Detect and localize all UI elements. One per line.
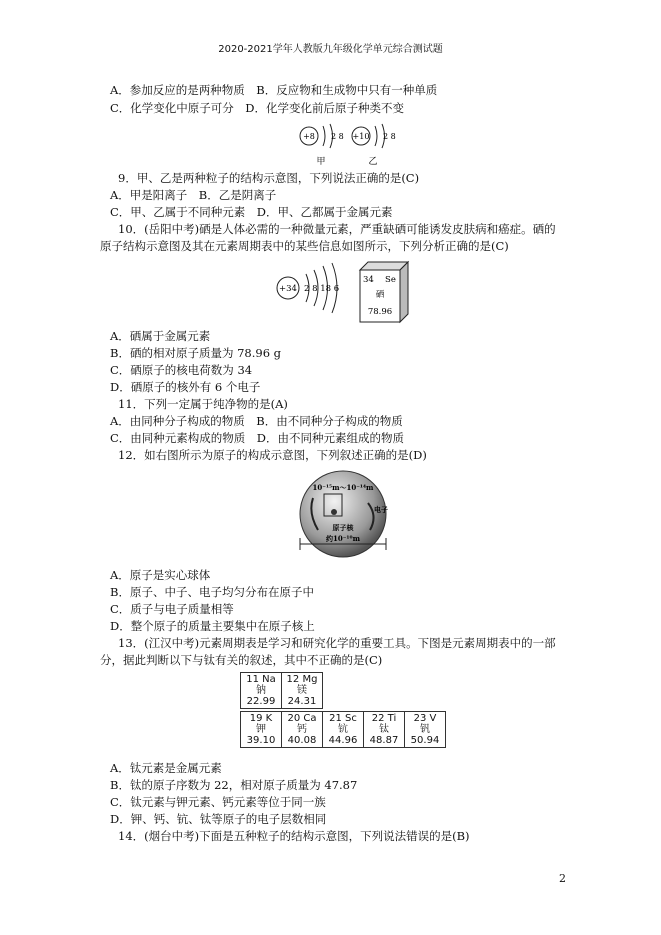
q12-atom-figure [288, 468, 398, 562]
q9-option-ab: A．甲是阳离子 B．乙是阴离子 [110, 188, 277, 202]
yi-shells: 2 8 [383, 132, 396, 141]
q10-option-b: B．硒的相对原子质量为 78.96 g [110, 346, 282, 360]
q10-option-a: A．硒属于金属元素 [110, 329, 211, 343]
q13-option-d: D．钾、钙、钪、钛等原子的电子层数相同 [110, 812, 327, 826]
q9-structure-figure [295, 120, 405, 170]
yi-nucleus: +10 [352, 132, 370, 141]
page-number: 2 [559, 872, 566, 885]
jia-shells: 2 8 [331, 132, 344, 141]
page-header: 2020-2021学年人教版九年级化学单元综合测试题 [218, 44, 443, 55]
q13-option-b: B．钛的原子序数为 22，相对原子质量为 47.87 [110, 778, 358, 792]
q10-stem-1: 10．(岳阳中考)硒是人体必需的一种微量元素，严重缺硒可能诱发皮肤病和癌症。硒的 [118, 222, 556, 236]
q12-option-a: A．原子是实心球体 [110, 568, 211, 582]
q10-stem-2: 原子结构示意图及其在元素周期表中的某些信息如图所示，下列分析正确的是(C) [100, 239, 509, 253]
q8-option-ab: A．参加反应的是两种物质 B．反应物和生成物中只有一种单质 [110, 83, 438, 97]
pt-cell: 23 V 钒 50.94 [405, 712, 446, 748]
se-shells: 2 8 18 6 [304, 284, 340, 294]
pt-cell: 21 Sc 钪 44.96 [323, 712, 364, 748]
q10-option-c: C．硒原子的核电荷数为 34 [110, 363, 253, 377]
pt-cell: 12 Mg 镁 24.31 [282, 673, 323, 709]
atom-top-label: 10⁻¹⁵m～10⁻¹⁴m [312, 483, 374, 492]
se-name: 硒 [375, 290, 385, 300]
q8-option-cd: C．化学变化中原子可分 D．化学变化前后原子种类不变 [110, 101, 405, 115]
q11-option-cd: C．由同种元素构成的物质 D．由不同种元素组成的物质 [110, 431, 405, 445]
pt-row-1 [240, 672, 323, 709]
q13-option-a: A．钛元素是金属元素 [110, 761, 222, 775]
q14-stem: 14．(烟台中考)下面是五种粒子的结构示意图，下列说法错误的是(B) [118, 829, 470, 843]
q9-option-cd: C．甲、乙属于不同种元素 D．甲、乙都属于金属元素 [110, 205, 393, 219]
nucleus-label: 原子核 [332, 523, 354, 532]
q9-stem: 9．甲、乙是两种粒子的结构示意图，下列说法正确的是(C) [118, 171, 420, 185]
q13-option-c: C．钛元素与钾元素、钙元素等位于同一族 [110, 795, 326, 809]
pt-cell: 11 Na 钠 22.99 [241, 673, 282, 709]
q11-option-ab: A．由同种分子构成的物质 B．由不同种分子构成的物质 [110, 414, 403, 428]
q12-option-d: D．整个原子的质量主要集中在原子核上 [110, 619, 315, 633]
q12-option-b: B．原子、中子、电子均匀分布在原子中 [110, 585, 314, 599]
se-symbol: Se [385, 275, 396, 285]
jia-label: 甲 [316, 157, 326, 167]
se-mass: 78.96 [367, 307, 393, 317]
atom-size-label: 约10⁻¹⁰m [326, 534, 360, 543]
pt-cell: 22 Ti 钛 48.87 [364, 712, 405, 748]
q12-stem: 12．如右图所示为原子的构成示意图，下列叙述正确的是(D) [118, 448, 427, 462]
se-number: 34 [363, 275, 374, 285]
jia-nucleus: +8 [303, 132, 315, 141]
q13-stem-2: 分，据此判断以下与钛有关的叙述，其中不正确的是(C) [100, 653, 383, 667]
q12-option-c: C．质子与电子质量相等 [110, 602, 234, 616]
pt-cell: 19 K 钾 39.10 [241, 712, 282, 748]
electron-label: 电子 [374, 505, 388, 514]
q11-stem: 11．下列一定属于纯净物的是(A) [118, 397, 288, 411]
q10-selenium-figure [272, 258, 412, 326]
q13-periodic-table [240, 672, 446, 748]
yi-label: 乙 [368, 157, 378, 167]
se-nucleus: +34 [279, 284, 297, 294]
q10-option-d: D．硒原子的核外有 6 个电子 [110, 380, 261, 394]
pt-cell: 20 Ca 钙 40.08 [282, 712, 323, 748]
q13-stem-1: 13．(江汉中考)元素周期表是学习和研究化学的重要工具。下图是元素周期表中的一部 [118, 636, 556, 650]
pt-row-2 [240, 711, 446, 748]
